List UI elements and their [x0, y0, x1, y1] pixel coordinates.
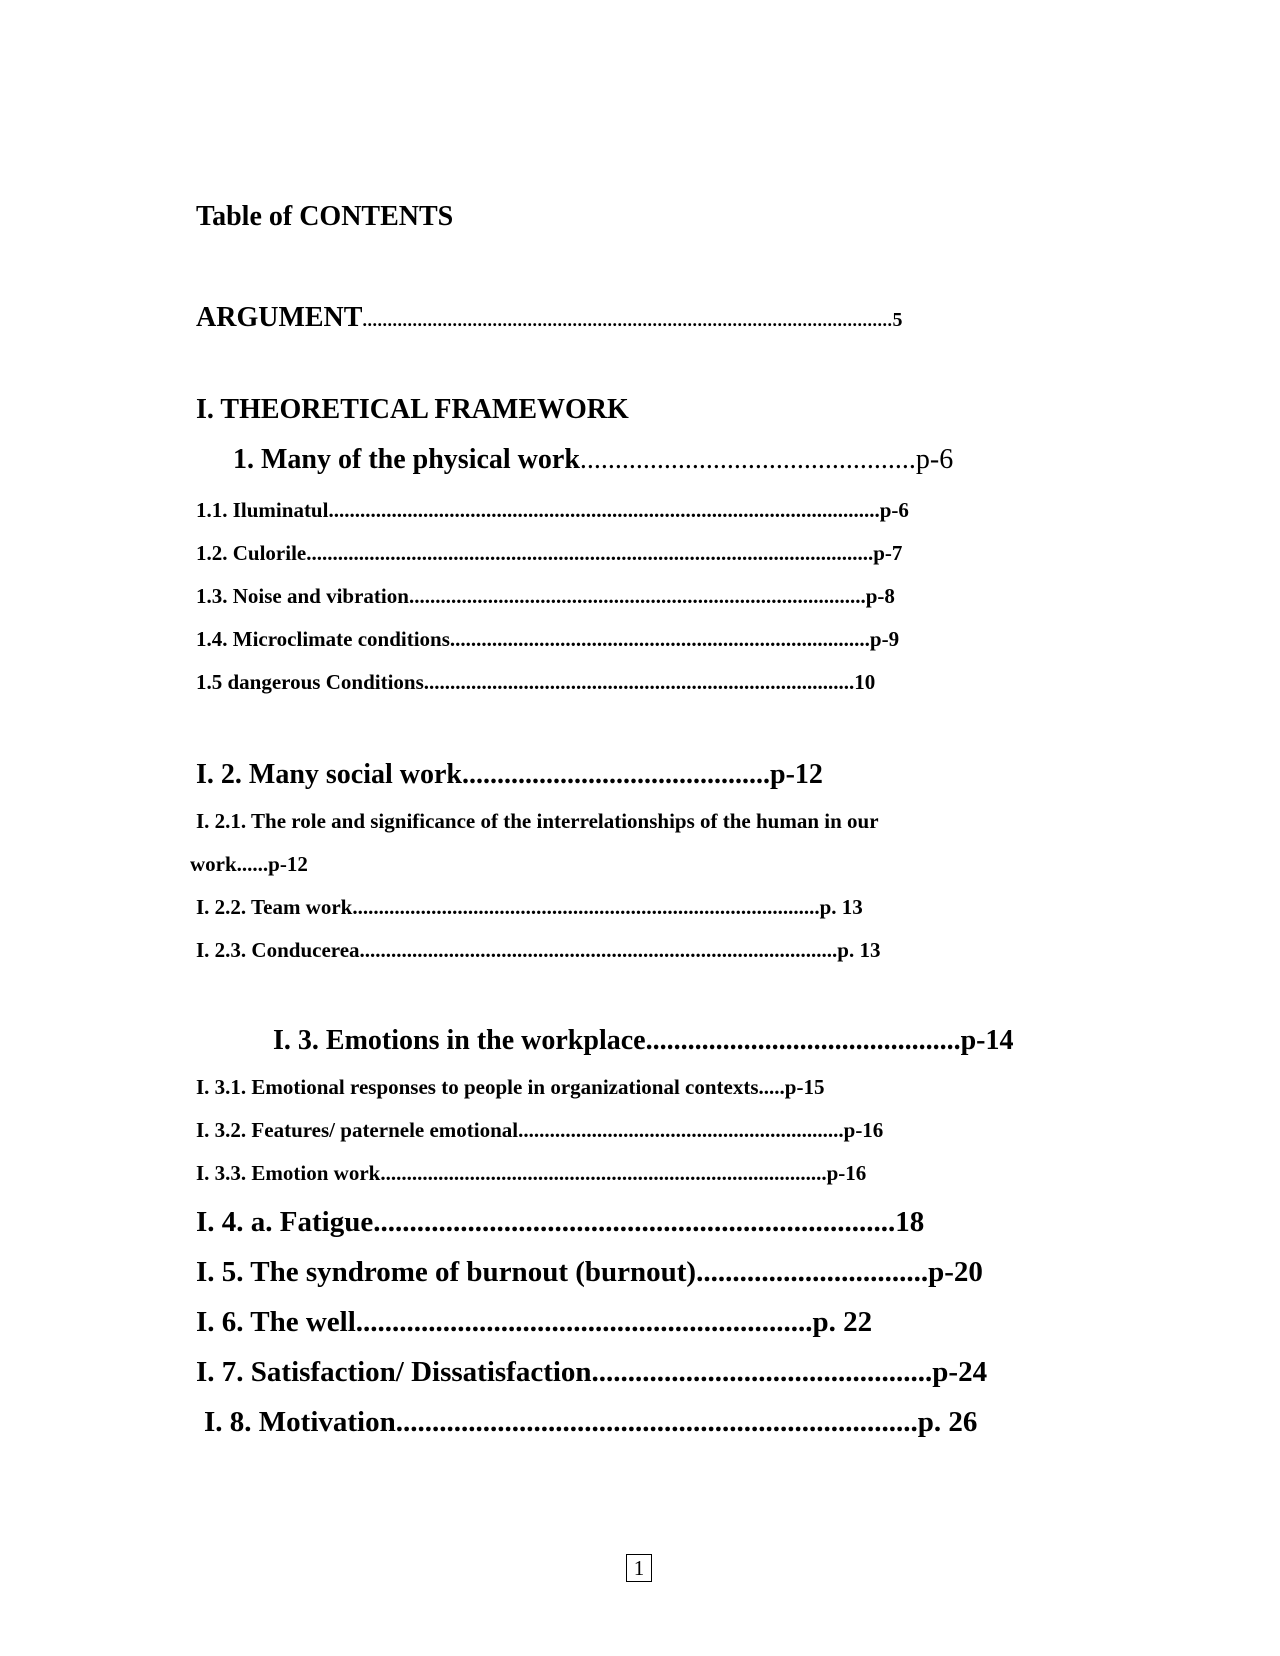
toc-entry-physical-work[interactable] [233, 446, 953, 474]
toc-section-satisfaction[interactable]: I. 7. Satisfaction/ Dissatisfaction...............................................p-24 [196, 1356, 988, 1388]
toc-section-social-work[interactable]: I. 2. Many social work............................................p-12 [196, 759, 823, 790]
toc-page-number: p-6 [915, 444, 954, 475]
toc-entry-argument[interactable] [196, 304, 902, 332]
toc-leader-dots: ................................................ [579, 444, 916, 475]
toc-entry-dangerous-conditions[interactable]: 1.5 dangerous Conditions..................................................................................10 [196, 670, 876, 694]
toc-entry-noise-vibration[interactable]: 1.3. Noise and vibration.......................................................................................p-8 [196, 584, 895, 608]
toc-entry-emotional-responses[interactable]: I. 3.1. Emotional responses to people in organizational contexts.....p-15 [196, 1075, 825, 1099]
toc-entry-label: ARGUMENT [196, 302, 363, 333]
page-number: 1 [626, 1554, 652, 1582]
toc-leader-dots: .......................................................................................................... [362, 310, 893, 330]
toc-section-well[interactable]: I. 6. The well...............................................................p. 22 [196, 1306, 873, 1338]
toc-entry-iluminatul[interactable]: 1.1. Iluminatul.........................................................................................................p-6 [196, 498, 909, 522]
toc-page-number: 5 [892, 309, 903, 331]
toc-entry-emotion-work[interactable]: I. 3.3. Emotion work.....................................................................................p-16 [196, 1161, 867, 1185]
toc-title: Table of CONTENTS [196, 201, 454, 232]
toc-section-theoretical-framework[interactable]: I. THEORETICAL FRAMEWORK [196, 394, 629, 425]
toc-section-burnout[interactable]: I. 5. The syndrome of burnout (burnout)................................p-20 [196, 1256, 983, 1288]
toc-section-motivation[interactable]: I. 8. Motivation........................................................................p. 26 [204, 1406, 978, 1438]
toc-entry-interrelationships[interactable]: I. 2.1. The role and significance of the interrelationships of the human in our [196, 809, 879, 833]
toc-section-emotions[interactable]: I. 3. Emotions in the workplace.............................................p-14 [273, 1025, 1014, 1056]
toc-entry-culorile[interactable]: 1.2. Culorile............................................................................................................p-7 [196, 541, 903, 565]
toc-entry-interrelationships-cont[interactable]: work......p-12 [190, 852, 308, 876]
toc-entry-team-work[interactable]: I. 2.2. Team work.........................................................................................p. 13 [196, 895, 863, 919]
toc-entry-features-emotional[interactable]: I. 3.2. Features/ paternele emotional..............................................................p-16 [196, 1118, 884, 1142]
toc-entry-label: 1. Many of the physical work [233, 444, 580, 475]
toc-entry-conducerea[interactable]: I. 2.3. Conducerea...........................................................................................p. 13 [196, 938, 881, 962]
toc-section-fatigue[interactable]: I. 4. a. Fatigue........................................................................18 [196, 1206, 925, 1238]
toc-entry-microclimate[interactable]: 1.4. Microclimate conditions................................................................................p-9 [196, 627, 900, 651]
